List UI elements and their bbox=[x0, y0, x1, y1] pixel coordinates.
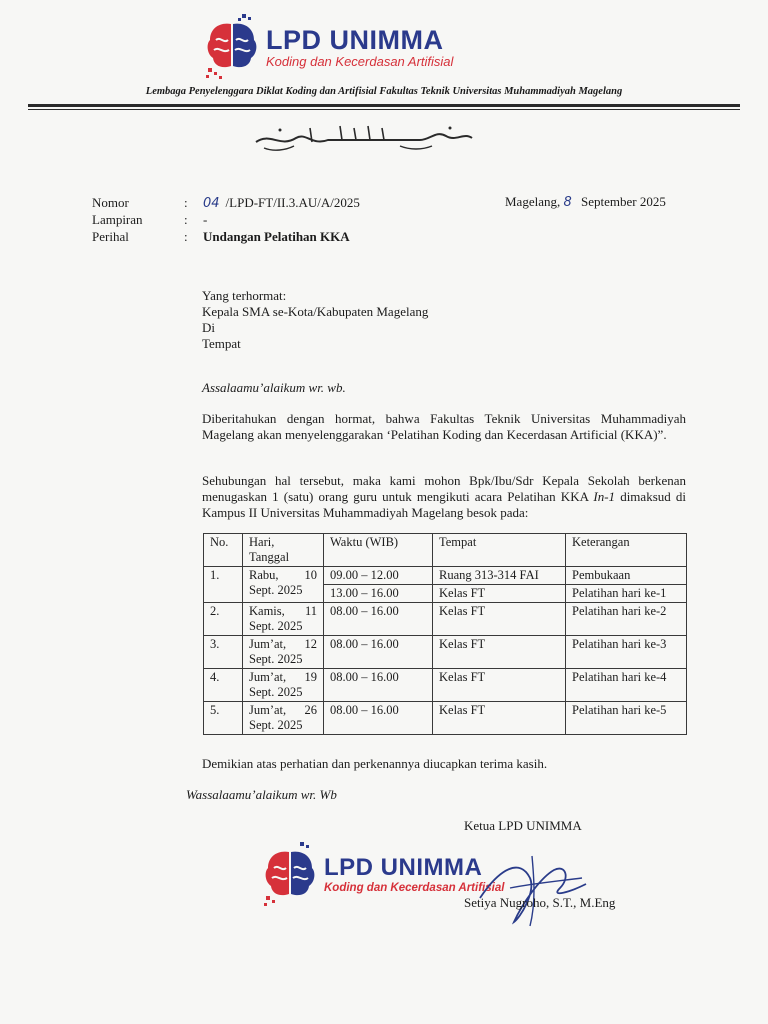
date-rest: September 2025 bbox=[581, 194, 666, 209]
closing-paragraph: Demikian atas perhatian dan perkenannya diucapkan terima kasih. bbox=[202, 756, 548, 771]
body-paragraph-2 bbox=[202, 473, 686, 521]
row-place: Ruang 313-314 FAI bbox=[433, 567, 566, 585]
basmala-calligraphy bbox=[250, 120, 480, 154]
recipient-line1: Yang terhormat: bbox=[202, 288, 287, 303]
stamp-name: LPD UNIMMA bbox=[324, 854, 483, 881]
row-time: 08.00 – 16.00 bbox=[324, 702, 433, 735]
lampiran-label: Lampiran bbox=[92, 212, 143, 227]
perihal-value: Undangan Pelatihan KKA bbox=[203, 229, 350, 244]
row-note: Pelatihan hari ke-2 bbox=[566, 603, 687, 636]
row-no: 5. bbox=[204, 702, 243, 735]
row-day-num: 12 bbox=[304, 637, 317, 651]
row-day-name: Kamis, bbox=[249, 604, 285, 618]
body-p2-before: Sehubungan hal tersebut, maka kami mohon Bpk/Ibu/Sdr Kepala Sekolah berkenan menugaskan 1 (satu) orang guru untuk mengikuti acara Pelatihan KKA bbox=[202, 473, 686, 504]
greeting: Assalaamu’alaikum wr. wb. bbox=[202, 380, 346, 395]
row-time: 09.00 – 12.00 bbox=[324, 567, 433, 585]
row-day-name: Jum’at, bbox=[249, 637, 287, 651]
recipient-block bbox=[202, 288, 686, 352]
table-row bbox=[204, 636, 687, 669]
perihal-colon: : bbox=[184, 229, 188, 244]
body-p2-after: dimaksud di Kampus II Universitas Muhammadiyah Magelang besok pada: bbox=[202, 489, 686, 520]
header-day: Hari, Tanggal bbox=[243, 534, 324, 567]
recipient-line2: Kepala SMA se-Kota/Kabupaten Magelang bbox=[202, 304, 429, 319]
header-time: Waktu (WIB) bbox=[324, 534, 433, 567]
row-day bbox=[243, 636, 324, 669]
header-place: Tempat bbox=[433, 534, 566, 567]
recipient-line3: Di bbox=[202, 320, 215, 335]
date-place: Magelang, bbox=[505, 194, 561, 209]
header-rule bbox=[28, 104, 740, 107]
row-place: Kelas FT bbox=[433, 603, 566, 636]
row-place: Kelas FT bbox=[433, 636, 566, 669]
row-no: 1. bbox=[204, 567, 243, 603]
lampiran-value: - bbox=[203, 212, 208, 227]
header-rule-thin bbox=[28, 109, 740, 110]
header-no: No. bbox=[204, 534, 243, 567]
meta-perihal bbox=[92, 228, 512, 245]
row-day-month: Sept. 2025 bbox=[249, 652, 303, 666]
row-day-num: 11 bbox=[304, 604, 317, 618]
row-time-2: 13.00 – 16.00 bbox=[324, 585, 433, 603]
perihal-label: Perihal bbox=[92, 229, 129, 244]
row-day-month: Sept. 2025 bbox=[249, 718, 303, 732]
row-day-num: 10 bbox=[304, 568, 317, 582]
row-day bbox=[243, 669, 324, 702]
brain-logo-icon bbox=[262, 842, 318, 908]
letter-date bbox=[505, 194, 666, 210]
row-time: 08.00 – 16.00 bbox=[324, 603, 433, 636]
stamp-tagline: Koding dan Kecerdasan Artifisial bbox=[324, 882, 505, 894]
signer-title: Ketua LPD UNIMMA bbox=[464, 818, 582, 833]
institution-line: Lembaga Penyelenggara Diklat Koding dan Artifisial Fakultas Teknik Universitas Muhammadiyah Magelang bbox=[145, 86, 623, 97]
row-day-name: Rabu, bbox=[249, 568, 279, 582]
nomor-handwritten: 04 bbox=[203, 196, 220, 211]
row-no: 2. bbox=[204, 603, 243, 636]
row-note: Pelatihan hari ke-4 bbox=[566, 669, 687, 702]
row-note: Pelatihan hari ke-5 bbox=[566, 702, 687, 735]
table-row bbox=[204, 702, 687, 735]
row-day bbox=[243, 603, 324, 636]
row-place-2: Kelas FT bbox=[433, 585, 566, 603]
letterhead-logo bbox=[204, 14, 453, 80]
meta-lampiran bbox=[92, 211, 512, 228]
row-no: 3. bbox=[204, 636, 243, 669]
recipient-line4: Tempat bbox=[202, 336, 241, 351]
lampiran-colon: : bbox=[184, 212, 188, 227]
brain-logo-icon bbox=[204, 14, 260, 80]
letterhead-name: LPD UNIMMA bbox=[266, 25, 444, 55]
row-note: Pelatihan hari ke-3 bbox=[566, 636, 687, 669]
row-time: 08.00 – 16.00 bbox=[324, 636, 433, 669]
row-day bbox=[243, 702, 324, 735]
letterhead-tagline: Koding dan Kecerdasan Artifisial bbox=[266, 54, 454, 69]
row-time: 08.00 – 16.00 bbox=[324, 669, 433, 702]
row-day-month: Sept. 2025 bbox=[249, 583, 303, 597]
farewell: Wassalaamu’alaikum wr. Wb bbox=[186, 787, 337, 802]
nomor-colon: : bbox=[184, 195, 188, 210]
row-place: Kelas FT bbox=[433, 702, 566, 735]
row-day-name: Jum’at, bbox=[249, 703, 287, 717]
row-day-month: Sept. 2025 bbox=[249, 685, 303, 699]
body-p2-italic: In-1 bbox=[593, 489, 616, 504]
handwritten-signature bbox=[470, 848, 590, 928]
meta-nomor bbox=[92, 194, 512, 211]
row-day-num: 19 bbox=[304, 670, 317, 684]
schedule-table bbox=[203, 533, 687, 735]
row-note: Pembukaan bbox=[566, 567, 687, 585]
body-paragraph-1: Diberitahukan dengan hormat, bahwa Fakultas Teknik Universitas Muhammadiyah Magelang akan menyelenggarakan ‘Pelatihan Koding dan Kecerdasan Artificial (KKA)”. bbox=[202, 411, 686, 442]
row-place: Kelas FT bbox=[433, 669, 566, 702]
table-row bbox=[204, 669, 687, 702]
row-day bbox=[243, 567, 324, 603]
nomor-label: Nomor bbox=[92, 195, 129, 210]
row-day-month: Sept. 2025 bbox=[249, 619, 303, 633]
date-handwritten: 8 bbox=[563, 195, 572, 210]
row-no: 4. bbox=[204, 669, 243, 702]
row-day-name: Jum’at, bbox=[249, 670, 287, 684]
letter-meta bbox=[92, 194, 512, 245]
table-header-row bbox=[204, 534, 687, 567]
row-note-2: Pelatihan hari ke-1 bbox=[566, 585, 687, 603]
row-day-num: 26 bbox=[304, 703, 317, 717]
signer-name: Setiya Nugroho, S.T., M.Eng bbox=[464, 895, 616, 910]
table-row bbox=[204, 567, 687, 585]
nomor-value: /LPD-FT/II.3.AU/A/2025 bbox=[225, 195, 360, 210]
header-note: Keterangan bbox=[566, 534, 687, 567]
table-row bbox=[204, 603, 687, 636]
